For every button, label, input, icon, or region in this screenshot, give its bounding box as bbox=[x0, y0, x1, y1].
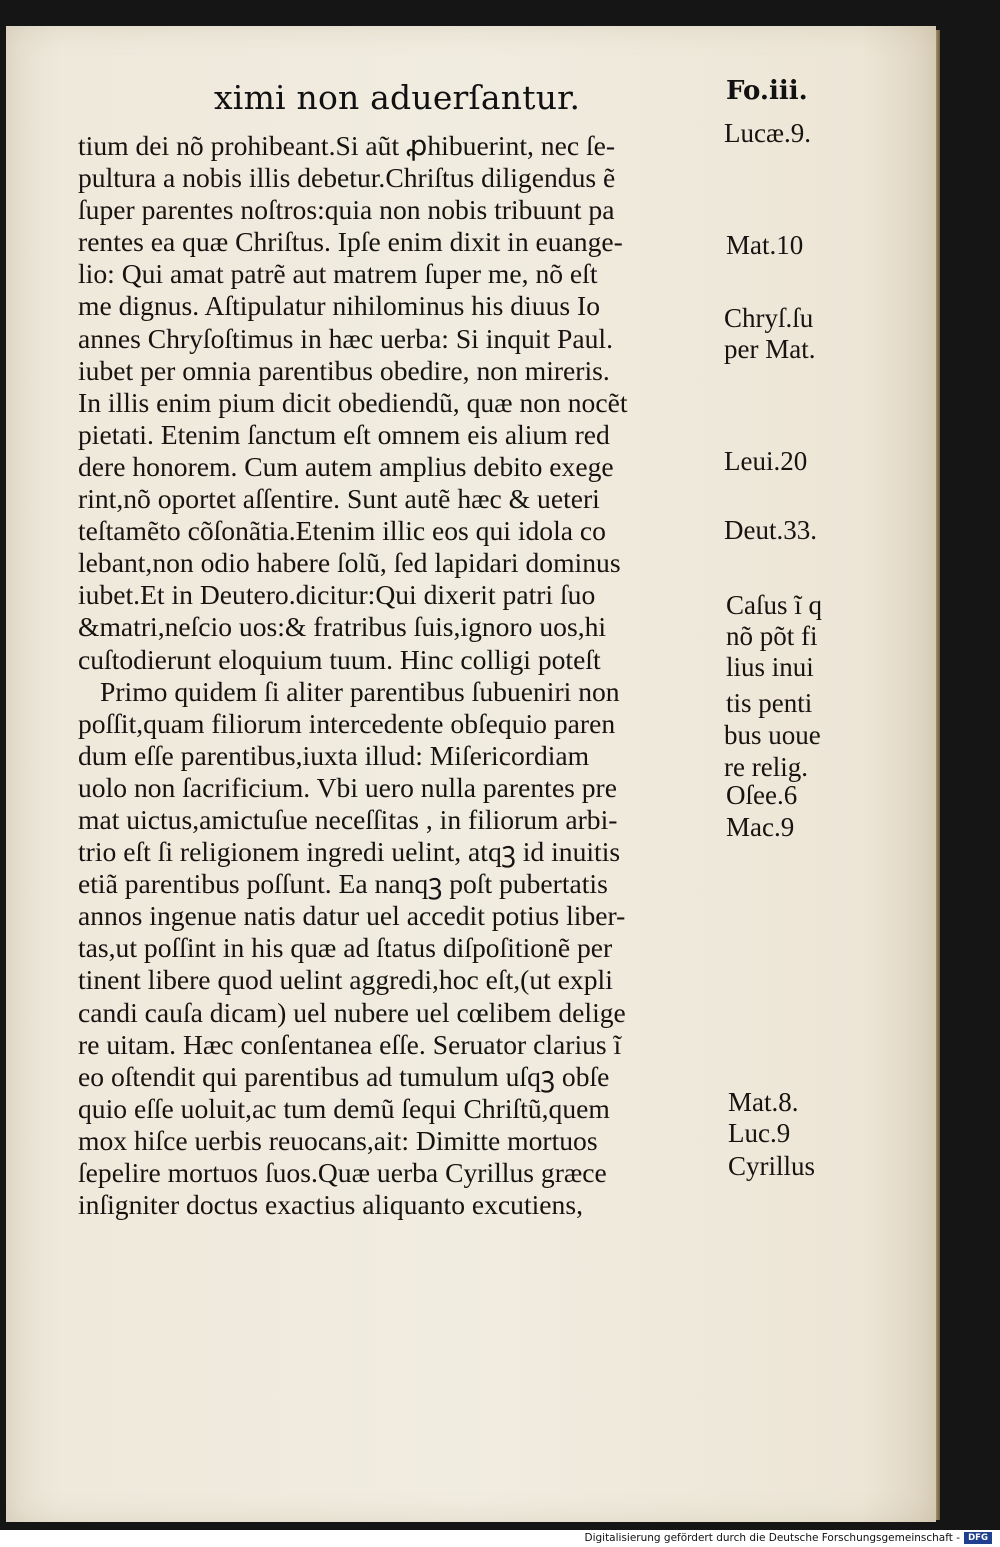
text-line: etiã parentibus poſſunt. Ea nanqꝫ poſt pubertatis bbox=[78, 868, 608, 900]
text-line: annes Chryſoſtimus in hæc uerba: Si inquit Paul. bbox=[78, 322, 613, 354]
margin-note: re relig. bbox=[724, 752, 808, 782]
text-line: &matri,neſcio uos:& fratribus ſuis,ignoro uos,hi bbox=[78, 611, 607, 643]
text-line: candi cauſa dicam) uel nubere uel cœlibem delige bbox=[78, 996, 626, 1028]
margin-note: Lucæ.9. bbox=[724, 118, 811, 148]
margin-note: bus uoue bbox=[724, 720, 821, 750]
text-line: dum eſſe parentibus,iuxta illud: Miſericordiam bbox=[78, 739, 590, 771]
text-line: rentes ea quæ Chriſtus. Ipſe enim dixit in euange- bbox=[78, 226, 623, 258]
running-head: ximi non aduerſantur. bbox=[214, 78, 581, 117]
dfg-logo: DFG bbox=[964, 1532, 992, 1544]
margin-note: Luc.9 bbox=[728, 1118, 791, 1148]
text-line: rint,nõ oportet aſſentire. Sunt autẽ hæc & ueteri bbox=[78, 483, 600, 515]
text-line: mox hiſce uerbis reuocans,ait: Dimitte mortuos bbox=[78, 1124, 598, 1156]
text-line: quio eſſe uoluit,ac tum demũ ſequi Chriſtũ,quem bbox=[78, 1092, 610, 1124]
margin-note: Oſee.6 bbox=[726, 780, 798, 810]
text-line: lebant,non odio habere ſolũ, ſed lapidari dominus bbox=[78, 547, 621, 579]
folio-number: Fo.iii. bbox=[726, 76, 808, 106]
margin-note: nõ põt fi bbox=[726, 621, 818, 651]
margin-note: Leui.20 bbox=[724, 446, 808, 476]
margin-note: Mac.9 bbox=[726, 812, 795, 842]
text-line: lio: Qui amat patrẽ aut matrem ſuper me, nõ eſt bbox=[78, 258, 598, 290]
margin-note: Deut.33. bbox=[724, 515, 817, 545]
text-line: iubet per omnia parentibus obedire, non mireris. bbox=[78, 354, 610, 386]
text-line: annos ingenue natis datur uel accedit potius liber- bbox=[78, 900, 626, 932]
text-line: pietati. Etenim ſanctum eſt omnem eis alium red bbox=[78, 418, 610, 450]
text-line: ſepelire mortuos ſuos.Quæ uerba Cyrillus græce bbox=[78, 1157, 607, 1188]
margin-note: Mat.10 bbox=[726, 230, 804, 260]
text-line: pultura a nobis illis debetur.Chriſtus diligendus ẽ bbox=[78, 162, 616, 194]
text-line: mat uictus,amictuſue neceſſitas , in filiorum arbi- bbox=[78, 803, 618, 835]
text-line: uolo non ſacrificium. Vbi uero nulla parentes pre bbox=[78, 771, 617, 803]
margin-note: Chryſ.ſu bbox=[724, 303, 814, 333]
text-line: me dignus. Aſtipulatur nihilominus his diuus Io bbox=[78, 290, 600, 322]
margin-note: Cyrillus bbox=[728, 1151, 816, 1181]
text-line: re uitam. Hæc conſentanea eſſe. Seruator clarius ĩ bbox=[78, 1028, 622, 1060]
margin-note: Caſus ĩ q bbox=[726, 590, 823, 620]
text-line: ſuper parentes noſtros:quia non nobis tribuunt pa bbox=[78, 194, 615, 226]
text-line: poſſit,quam filiorum intercedente obſequio paren bbox=[78, 707, 616, 739]
funding-credit: Digitalisierung gefördert durch die Deutsche Forschungsgemeinschaft - bbox=[584, 1532, 960, 1544]
text-line: In illis enim pium dicit obediendũ, quæ non nocẽt bbox=[78, 386, 628, 418]
text-line: tium dei nõ prohibeant.Si aũt ꝓhibuerint, nec ſe- bbox=[78, 130, 616, 161]
text-line: dere honorem. Cum autem amplius debito exege bbox=[78, 450, 614, 482]
main-text-block bbox=[78, 130, 714, 1221]
margin-note: per Mat. bbox=[724, 334, 816, 364]
text-line: iubet.Et in Deutero.dicitur:Qui dixerit patri ſuo bbox=[78, 579, 596, 611]
text-line: tas,ut poſſint in his quæ ad ſtatus diſpoſitionẽ per bbox=[78, 932, 613, 964]
text-line: tinent libere quod uelint aggredi,hoc eſt,(ut expli bbox=[78, 964, 613, 996]
margin-note: tis penti bbox=[726, 688, 813, 718]
margin-note: lius inui bbox=[726, 652, 814, 682]
text-line: eo oſtendit qui parentibus ad tumulum uſqꝫ obſe bbox=[78, 1060, 610, 1092]
margin-note: Mat.8. bbox=[728, 1087, 799, 1117]
text-line: inſigniter doctus exactius aliquanto excutiens, bbox=[78, 1189, 583, 1221]
text-line: teſtamẽto cõſonãtia.Etenim illic eos qui idola co bbox=[78, 515, 606, 547]
text-line-paragraph-start: Primo quidem ſi aliter parentibus ſubueniri non bbox=[100, 675, 620, 707]
text-line: cuſtodierunt eloquium tuum. Hinc colligi poteſt bbox=[78, 643, 601, 675]
text-line: trio eſt ſi religionem ingredi uelint, atqꝫ id inuitis bbox=[78, 836, 621, 868]
